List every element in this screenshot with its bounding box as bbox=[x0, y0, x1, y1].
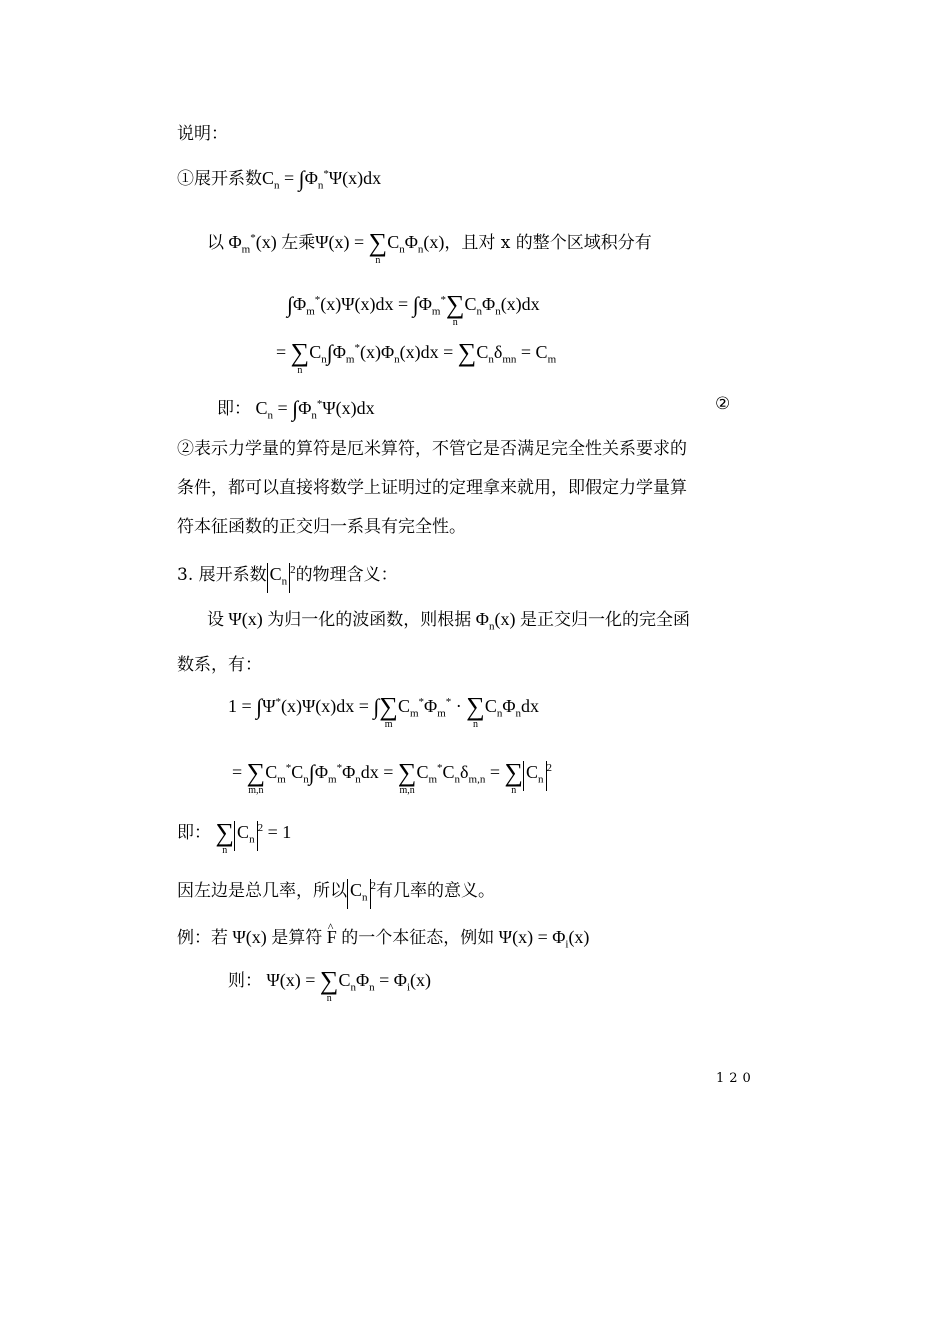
page-number: 120 bbox=[716, 1071, 756, 1086]
formula: $\Psi(x) = \Phi_i(x)$ bbox=[494, 927, 590, 951]
text: 左乘 bbox=[281, 233, 316, 253]
formula: Ψ(x) bbox=[224, 609, 268, 629]
text: 是正交归一化的完全函 bbox=[519, 610, 690, 630]
text: 为归一化的波函数，则根据 bbox=[267, 610, 472, 630]
formula-normalization-2: = ∑ m,n $C_m^*C_n\int\Phi_m^*\Phi_ndx$ = ∑ m,n $C_m^*C_n\delta_{m,n}$ = ∑ n $C_n^2$ bbox=[232, 758, 553, 796]
line-sum-equals-one bbox=[177, 816, 292, 856]
paragraph-line: 条件，都可以直接将数学上证明过的定理拿来就用，即假定力学量算 bbox=[177, 478, 687, 498]
heading-explanation: 说明： bbox=[177, 124, 228, 144]
formula: ^ F bbox=[322, 927, 341, 947]
line-multiply bbox=[207, 226, 652, 266]
formula: $\Phi_n(x)$ bbox=[471, 609, 520, 633]
paragraph-line: ②表示力学量的算符是厄米算符，不管它是否满足完全性关系要求的 bbox=[177, 439, 687, 459]
paragraph-line: 符本征函数的正交归一系具有完全性。 bbox=[177, 517, 466, 537]
text: 设 bbox=[207, 610, 224, 630]
formula-integral-1: $\int\Phi_m^*(x)\Psi(x)dx = \int\Phi_m^*\sum$ n $C_n\Phi_n(x)dx$ bbox=[287, 290, 540, 328]
text: 3. 展开系数 bbox=[177, 565, 267, 585]
line-expansion-coefficient bbox=[177, 162, 381, 198]
heading-physical-meaning bbox=[177, 558, 398, 593]
line-normalized bbox=[207, 607, 690, 639]
text: 则： bbox=[228, 971, 262, 991]
line-probability bbox=[177, 874, 495, 909]
formula: Ψ(x) bbox=[228, 927, 272, 947]
equation-marker: ② bbox=[715, 394, 731, 414]
line-then bbox=[228, 966, 432, 1004]
line-result-2 bbox=[217, 392, 375, 428]
formula-integral-2: = ∑ n $C_n\int\Phi_m^*(x)\Phi_n(x)dx = \sum C_n\delta_{mn} = C_m$ bbox=[276, 338, 557, 376]
formula: $C_n^2$ bbox=[347, 880, 376, 900]
line-complete-system: 数系，有： bbox=[177, 655, 262, 675]
formula: ∑ n $C_n^2 = 1$ bbox=[215, 818, 292, 856]
line-example bbox=[177, 925, 589, 957]
text: 以 bbox=[207, 233, 224, 253]
text: 例：若 bbox=[177, 928, 228, 948]
formula: $C_n^2$ bbox=[267, 564, 296, 584]
formula-normalization-1: 1 = ∫Ψ*(x)Ψ(x)dx = ∫∑ m $C_m^*\Phi_m^*$ · ∑ n $C_n\Phi_ndx$ bbox=[228, 692, 540, 730]
formula: $C_n = \int\Phi_n^*\Psi(x)dx$ bbox=[251, 396, 375, 422]
formula: $C_n = \int\Phi_n^*\Psi(x)dx$ bbox=[262, 166, 382, 192]
text: 的一个本征态，例如 bbox=[341, 928, 495, 948]
text: 是算符 bbox=[271, 928, 323, 948]
text: 即： bbox=[177, 823, 211, 843]
formula: Ψ(x) = ∑ n $C_n\Phi_n(x)$ bbox=[315, 228, 445, 266]
formula: $\Phi_m^*(x)$ bbox=[224, 232, 282, 256]
text: ，且对 x 的整个区域积分有 bbox=[444, 233, 652, 253]
text: 的物理含义： bbox=[295, 565, 398, 585]
formula: Ψ(x) = ∑ n $C_n\Phi_n = \Phi_i(x)$ bbox=[262, 966, 432, 1004]
text: 即： bbox=[217, 399, 251, 419]
text: 有几率的意义。 bbox=[376, 881, 496, 901]
text: ①展开系数 bbox=[177, 169, 262, 189]
text: 因左边是总几率，所以 bbox=[177, 881, 347, 901]
